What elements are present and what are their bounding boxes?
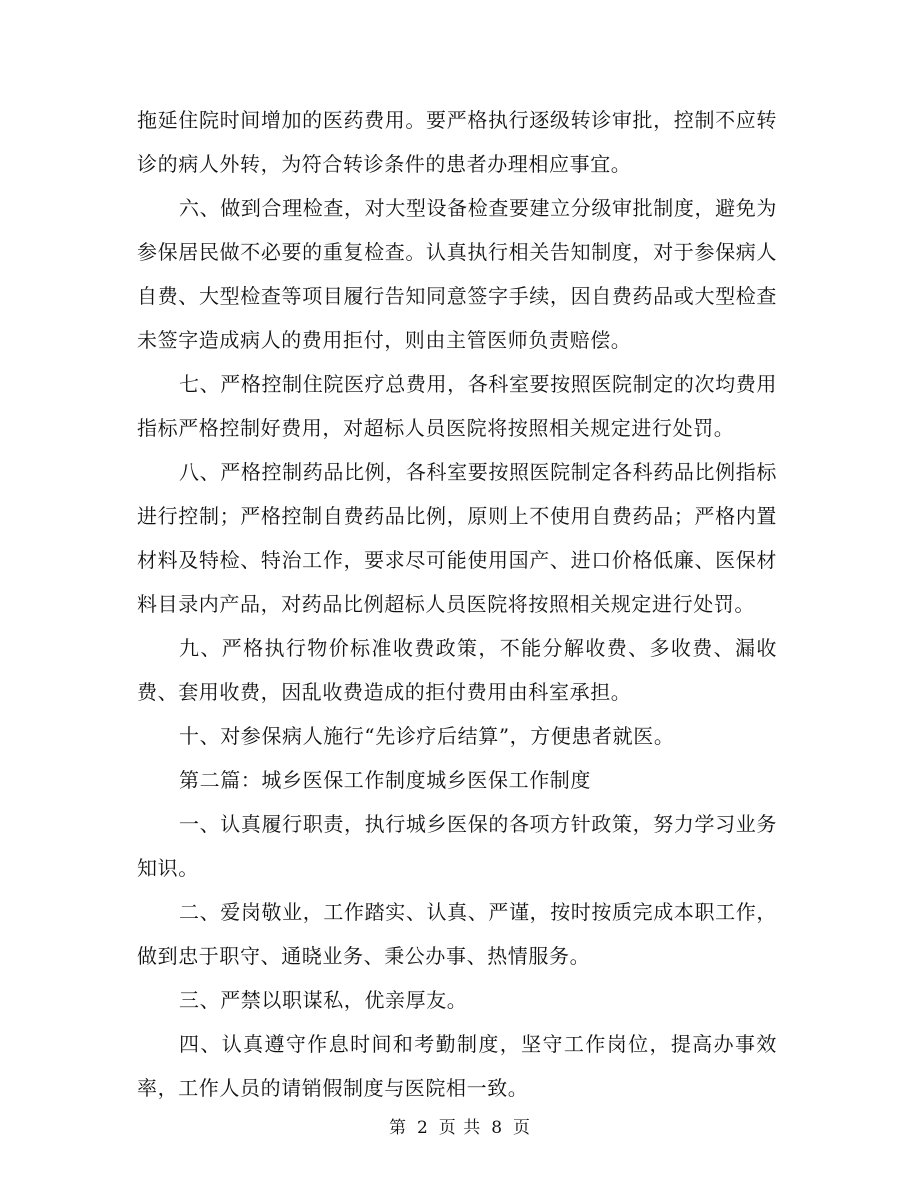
paragraph: 三、严禁以职谋私，优亲厚友。 [179,988,468,1012]
total-page-number: 8 [491,1118,504,1138]
paragraph: 六、做到合理检查，对大型设备检查要建立分级审批制度，避免为参保居民做不必要的重复检查。认真执行相关告知制度，对于参保病人自费、大型检查等项目履行告知同意签字手续，因自费药品或大型检查未签字造成病人的费用拒付，则由主管医师负责赔偿。 [137,196,777,352]
document-body [137,98,777,1110]
paragraph: 九、严格执行物价标准收费政策，不能分解收费、多收费、漏收费、套用收费，因乱收费造成的拒付费用由科室承担。 [137,636,777,704]
page-number-footer [0,1113,920,1138]
paragraph: 拖延住院时间增加的医药费用。要严格执行逐级转诊审批，控制不应转诊的病人外转，为符合转诊条件的患者办理相应事宜。 [137,108,777,176]
footer-prefix: 第 [388,1118,407,1138]
paragraph: 二、爱岗敬业，工作踏实、认真、严谨，按时按质完成本职工作，做到忠于职守、通晓业务、秉公办事、热情服务。 [137,900,777,968]
section-heading: 第二篇：城乡医保工作制度城乡医保工作制度 [179,768,591,792]
current-page-number: 2 [416,1118,429,1138]
paragraph: 八、严格控制药品比例，各科室要按照医院制定各科药品比例指标进行控制；严格控制自费药品比例，原则上不使用自费药品；严格内置材料及特检、特治工作，要求尽可能使用国产、进口价格低廉、医保材料目录内产品，对药品比例超标人员医院将按照相关规定进行处罚。 [137,460,777,616]
footer-suffix: 页 [513,1118,532,1138]
paragraph: 四、认真遵守作息时间和考勤制度，坚守工作岗位，提高办事效率，工作人员的请销假制度与医院相一致。 [137,1032,777,1100]
paragraph: 十、对参保病人施行“先诊疗后结算”，方便患者就医。 [179,724,675,748]
paragraph: 一、认真履行职责，执行城乡医保的各项方针政策，努力学习业务知识。 [137,812,777,880]
paragraph: 七、严格控制住院医疗总费用，各科室要按照医院制定的次均费用指标严格控制好费用，对超标人员医院将按照相关规定进行处罚。 [137,372,777,440]
footer-middle: 页 共 [438,1118,482,1138]
